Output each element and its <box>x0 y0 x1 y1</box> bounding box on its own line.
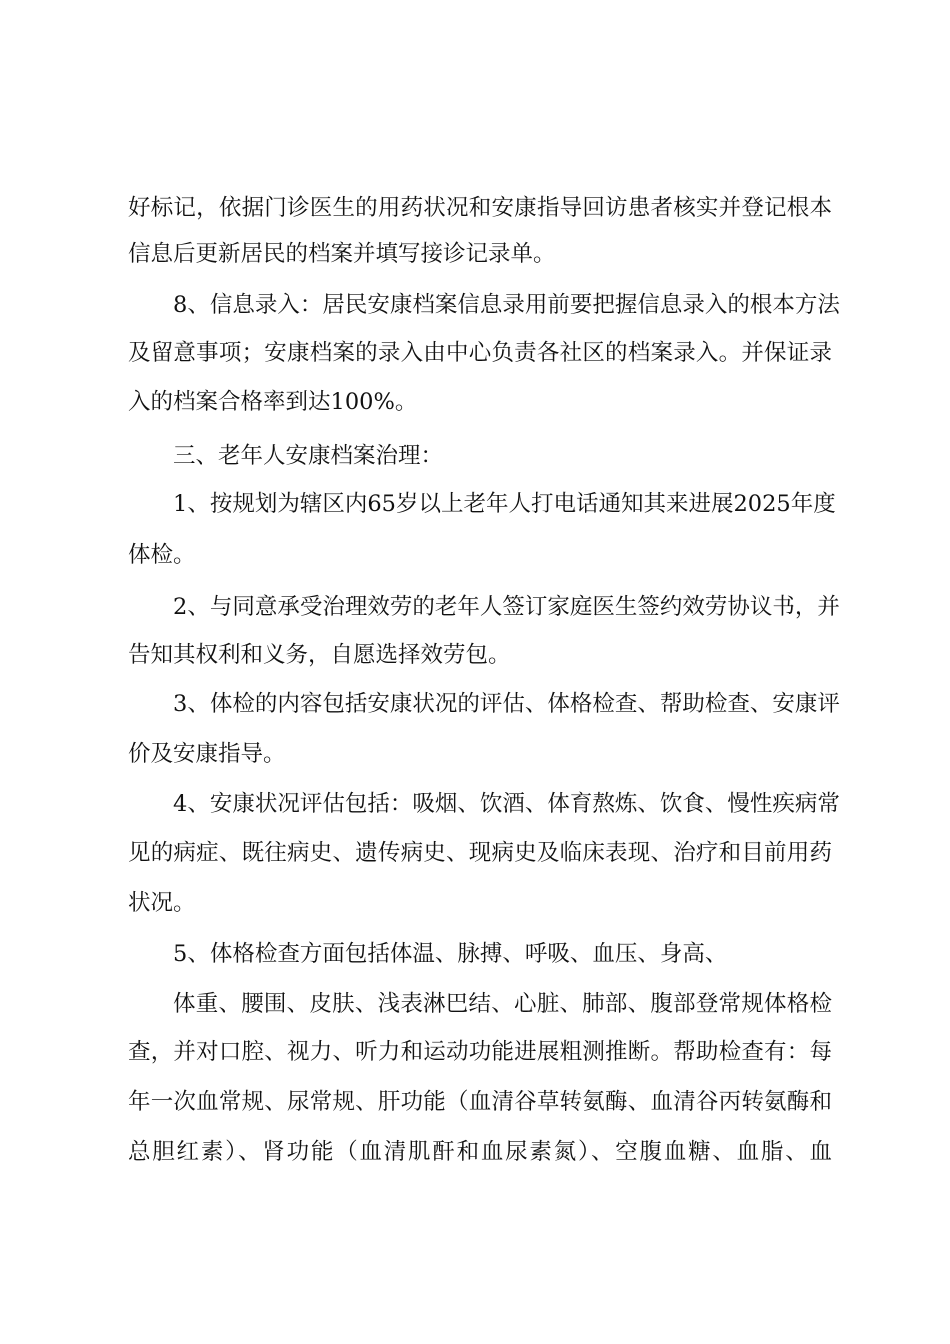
text-line-12: 价及安康指导。 <box>128 741 286 767</box>
text-line-13: 4、安康状况评估包括：吸烟、饮酒、体育熬炼、饮食、慢性疾病常 <box>173 791 840 817</box>
text-line-11: 3、体检的内容包括安康状况的评估、体格检查、帮助检查、安康评 <box>173 691 840 717</box>
text-line-5: 入的档案合格率到达100%。 <box>128 389 418 415</box>
text-line-20: 总胆红素）、肾功能（血清肌酐和血尿素氮）、空腹血糖、血脂、血 <box>128 1139 832 1165</box>
text-line-8: 体检。 <box>128 542 196 568</box>
text-line-15: 状况。 <box>128 890 196 916</box>
text-line-17: 体重、腰围、皮肤、浅表淋巴结、心脏、肺部、腹部登常规体格检 <box>173 991 832 1017</box>
text-line-16: 5、体格检查方面包括体温、脉搏、呼吸、血压、身高、 <box>173 941 728 967</box>
text-line-2: 信息后更新居民的档案并填写接诊记录单。 <box>128 241 556 267</box>
text-line-1: 好标记，依据门诊医生的用药状况和安康指导回访患者核实并登记根本 <box>128 195 832 221</box>
text-line-19: 年一次血常规、尿常规、肝功能（血清谷草转氨酶、血清谷丙转氨酶和 <box>128 1089 832 1115</box>
text-line-3: 8、信息录入：居民安康档案信息录用前要把握信息录入的根本方法 <box>173 292 840 318</box>
text-line-18: 查，并对口腔、视力、听力和运动功能进展粗测推断。帮助检查有：每 <box>128 1039 832 1065</box>
text-line-10: 告知其权利和义务，自愿选择效劳包。 <box>128 642 511 668</box>
text-line-7: 1、按规划为辖区内65岁以上老年人打电话通知其来进展2025年度 <box>173 491 836 517</box>
text-line-9: 2、与同意承受治理效劳的老年人签订家庭医生签约效劳协议书，并 <box>173 594 840 620</box>
text-line-14: 见的病症、既往病史、遗传病史、现病史及临床表现、治疗和目前用药 <box>128 840 832 866</box>
section-heading: 三、老年人安康档案治理： <box>173 443 444 469</box>
text-line-4: 及留意事项；安康档案的录入由中心负责各社区的档案录入。并保证录 <box>128 340 832 366</box>
